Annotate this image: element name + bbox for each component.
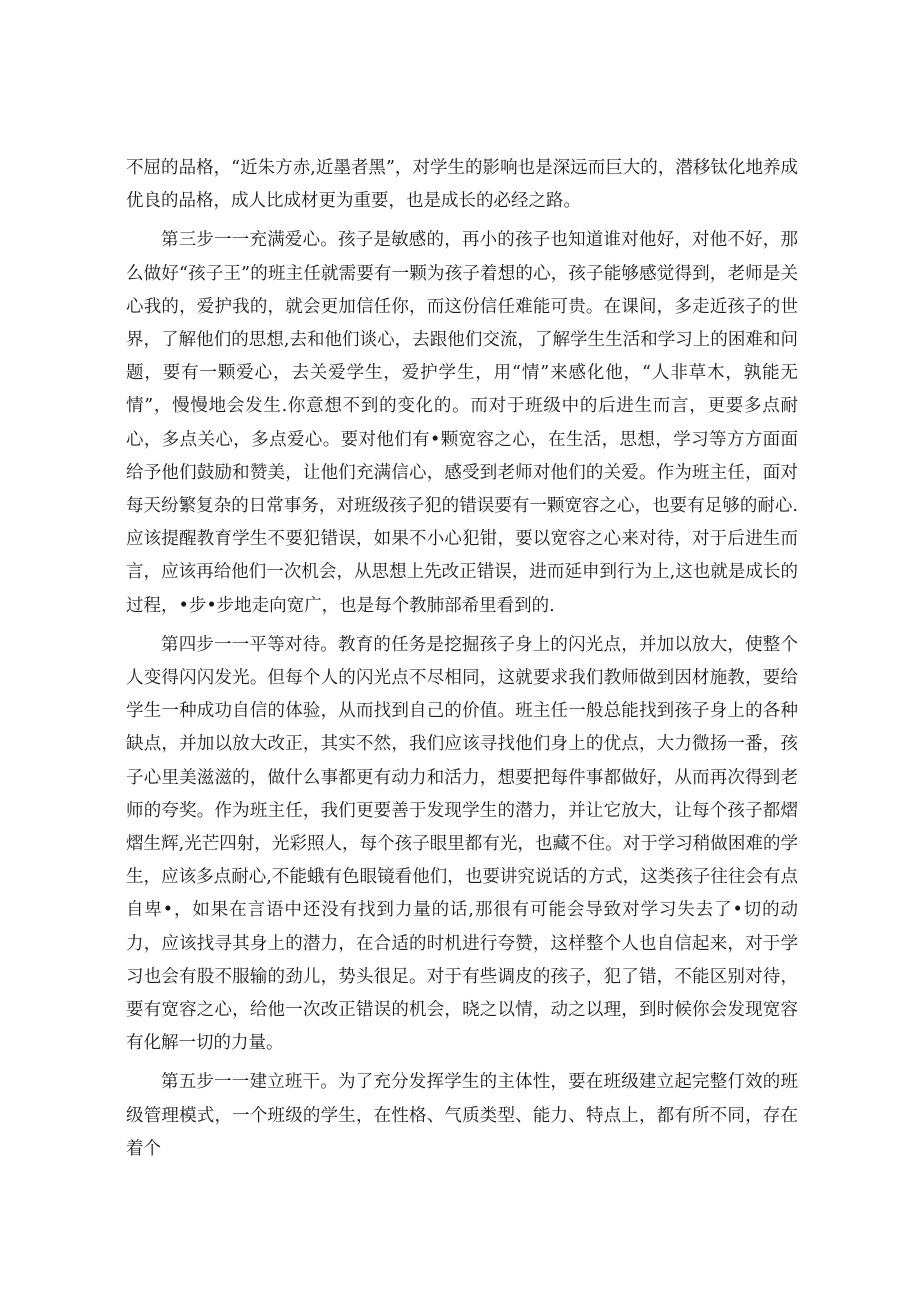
paragraph-step-five-class-leaders: 第五步一一建立班干。为了充分发挥学生的主体性，要在班级建立起完整仃效的班级管理模式，一个班级的学生，在性格、气质类型、能力、特点上，都有所不同，存在着个 (126, 1072, 798, 1159)
document-body (126, 152, 798, 1172)
paragraph-step-three-love: 第三步一一充满爱心。孩子是敏感的，再小的孩子也知道谁对他好，对他不好，那么做好“孩子王”的班主任就需要有一颗为孩子着想的心，孩子能够感觉得到，老师是关心我的，爱护我的，就会更加信任你，而这份信任难能可贵。在课间，多走近孩子的世界，了解他们的思想,去和他们谈心，去跟他们交流，了解学生生活和学习上的困难和问题，要有一颗爱心，去关爱学生，爱护学生，用“情”来感化他，“人非草木，孰能无情”，慢慢地会发生.你意想不到的变化的。而对于班级中的后进生而言，更要多点耐心，多点关心，多点爱心。要对他们有•颗宽容之心，在生活，思想，学习等方方面面给予他们鼓励和赞美，让他们充满信心，感受到老师对他们的关爱。作为班主任，面对每天纷繁复杂的日常事务，对班级孩子犯的错误要有一颗宽容之心，也要有足够的耐心.应该提醒教育学生不要犯错误，如果不小心犯钳，要以宽容之心来对待，对于后进生而言，应该再给他们一次机会，从思想上先改正错误，进而延申到行为上,这也就是成长的过程，•步•步地走向宽广，也是每个教肺部希里看到的. (126, 230, 798, 616)
paragraph-character-development: 不屈的品格，“近朱方赤,近墨者黑”，对学生的影响也是深远而巨大的，潜移钛化地养成优良的品格，成人比成材更为重要，也是成长的必经之路。 (126, 158, 798, 212)
paragraph-step-four-equality: 第四步一一平等对待。教育的任务是挖掘孩子身上的闪光点，并加以放大，使整个人变得闪闪发光。但每个人的闪光点不尽相同，这就要求我们教师做到因材施教，要给学生一种成功自信的体验，从而找到自己的价值。班主任一般总能找到孩子身上的各种缺点，并加以放大改正，其实不然，我们应该寻找他们身上的优点，大力微扬一番，孩子心里美滋滋的，做什么事都更有动力和活力，想要把每件事都做好，从而再次得到老师的夸奖。作为班主任，我们更要善于发现学生的潜力，并让它放大，让每个孩子都熠熠生辉,光芒四射，光彩照人，每个孩子眼里都有光，也藏不住。对于学习稍做困难的学生，应该多点耐心,不能蛾有色眼镜看他们，也要讲究说话的方式，这类孩子往往会有点自卑•，如果在言语中还没有找到力量的话,那很有可能会导致对学习失去了•切的动力，应该找寻其身上的潜力，在合适的时机进行夸赞，这样整个人也自信起来，对于学习也会有股不服输的劲儿，势头很足。对于有些调皮的孩子，犯了错，不能区别对待，要有宽容之心，给他一次改正错误的机会，晓之以情，动之以理，到时候你会发现宽容有化解一切的力量。 (126, 634, 798, 1054)
